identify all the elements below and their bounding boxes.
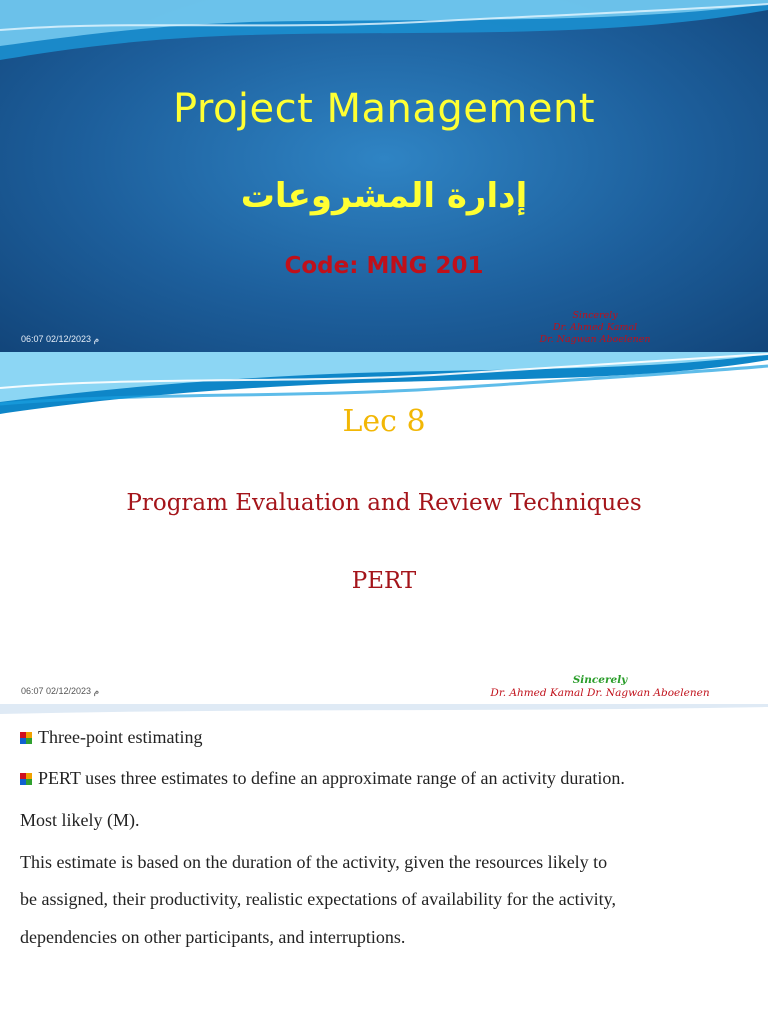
course-code: Code: MNG 201 <box>284 253 484 279</box>
title-slide <box>0 0 768 352</box>
signature-line: Dr. Nagwan Aboelenen <box>539 334 651 345</box>
bullet-item <box>20 766 750 790</box>
lecture-acronym: PERT <box>351 568 417 594</box>
slide-top-edge <box>0 704 768 724</box>
presentation-title: Project Management <box>172 86 596 132</box>
lecture-number: Lec 8 <box>342 404 426 439</box>
slide-datetime: 06:07 02/12/2023 م <box>21 334 100 344</box>
slide-datetime: 06:07 02/12/2023 م <box>21 686 100 696</box>
bullet-text: PERT uses three estimates to define an approximate range of an activity duration. <box>38 768 625 788</box>
body-line: dependencies on other participants, and interruptions. <box>20 927 406 947</box>
lecture-subtitle: Program Evaluation and Review Techniques <box>126 490 642 516</box>
signature-heading: Sincerely <box>572 674 628 686</box>
signature-line: Sincerely <box>572 310 618 321</box>
signature-line: Dr. Ahmed Kamal <box>552 322 638 333</box>
body-line: be assigned, their productivity, realistic expectations of availability for the activity, <box>20 889 616 909</box>
bullet-icon <box>20 773 32 785</box>
body-line: This estimate is based on the duration of the activity, given the resources likely to <box>20 852 608 872</box>
bullet-text: Three-point estimating <box>38 727 203 747</box>
body-line: Most likely (M). <box>20 810 140 830</box>
bullet-icon <box>20 732 32 744</box>
signature-block <box>470 310 720 346</box>
signature-names: Dr. Ahmed Kamal Dr. Nagwan Aboelenen <box>490 687 710 699</box>
arabic-title: إدارة المشروعات <box>240 176 528 216</box>
bullet-item <box>20 725 750 749</box>
